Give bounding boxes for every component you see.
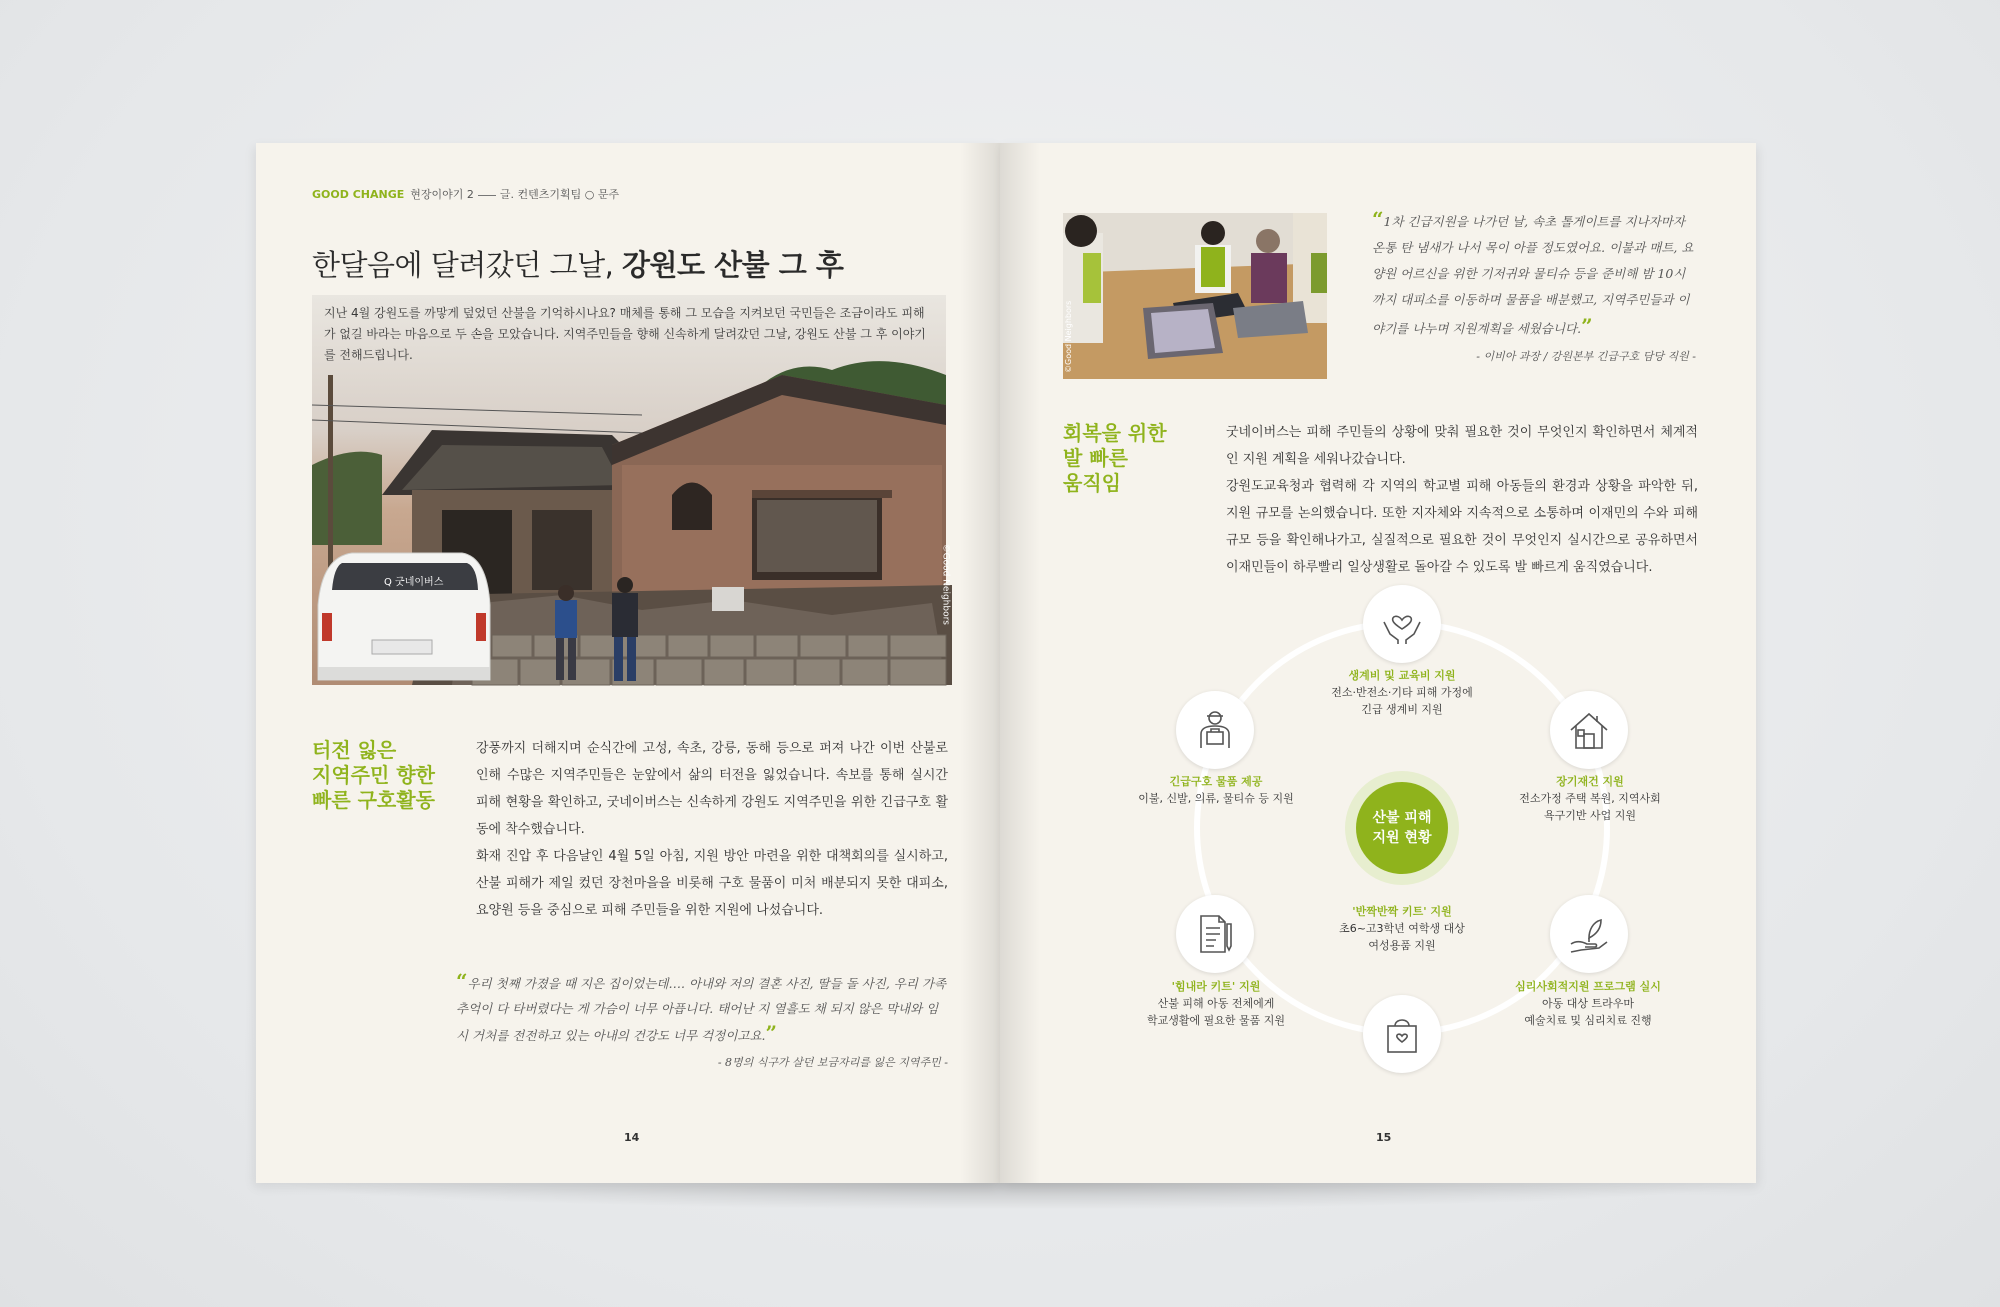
close-quote-icon: ”	[765, 1021, 778, 1045]
paragraph: 화재 진압 후 다음날인 4월 5일 아침, 지원 방안 마련을 위한 대책회의를 실시하고, 산불 피해가 제일 컸던 장천마을을 비롯해 구호 물품이 미처 배분되지 못한 대피소, 요양원 등을 중심으로 피해 주민들을 위한 지원에 나섰습니다.	[476, 849, 948, 918]
relief-worker-icon	[1176, 691, 1254, 769]
quote-source: - 이비아 과장 / 강원본부 긴급구호 담당 직원 -	[1476, 350, 1696, 363]
heart-hands-icon	[1363, 585, 1441, 663]
left-page	[256, 143, 1000, 1183]
close-quote-icon: ”	[1581, 314, 1593, 338]
shopping-bag-icon	[1363, 995, 1441, 1073]
node-label-living-costs: 생계비 및 교육비 지원 전소·반전소·기타 피해 가정에 긴급 생계비 지원	[1331, 669, 1473, 716]
section-subheading: 회복을 위한 발 빠른 움직임	[1063, 421, 1167, 495]
node-label-relief-goods: 긴급구호 물품 제공 이불, 신발, 의류, 물티슈 등 지원	[1138, 775, 1294, 805]
page-number: 14	[624, 1131, 640, 1144]
section-label: 현장이야기 2	[410, 188, 474, 201]
paragraph: 강원도교육청과 협력해 각 지역의 학교별 피해 아동들의 환경과 상황을 파악한 뒤, 지원 규모를 논의했습니다. 또한 지자체와 지속적으로 소통하며 이재민의 수와 피해 규모 등을 확인해나가고, 실질적으로 필요한 것이 무엇인지 실시간으로 공유하면서 이재민들이 하루빨리 일상생활로 돌아갈 수 있도록 발 빠르게 움직였습니다.	[1226, 479, 1698, 575]
svg-text:Q 굿네이버스: Q 굿네이버스	[384, 577, 444, 588]
quote-source: - 8명의 식구가 살던 보금자리를 잃은 지역주민 -	[717, 1056, 948, 1069]
section-subheading: 터전 잃은 지역주민 향한 빠른 구호활동	[312, 738, 435, 812]
page-number: 15	[1376, 1131, 1392, 1144]
body-text	[476, 735, 948, 924]
paragraph: 굿네이버스는 피해 주민들의 상황에 맞춰 필요한 것이 무엇인지 확인하면서 체계적인 지원 계획을 세워나갔습니다.	[1226, 425, 1698, 467]
support-diagram	[1130, 603, 1690, 1103]
plant-hand-icon	[1550, 895, 1628, 973]
node-label-psychosocial: 심리사회적지원 프로그램 실시 아동 대상 트라우마 예술치료 및 심리치료 진행	[1515, 980, 1661, 1027]
relief-worker-photo	[1063, 213, 1327, 379]
open-quote-icon: “	[1372, 207, 1384, 231]
open-quote-icon: “	[456, 969, 468, 993]
page-title: 한달음에 달려갔던 그날, 강원도 산불 그 후	[312, 248, 844, 282]
staff-quote: “1차 긴급지원을 나가던 날, 속초 톨게이트를 지나자마자 온통 탄 냄새가 나서 목이 아플 정도였어요. 이불과 매트, 요양원 어르신을 위한 기저귀와 물티슈 등을 준비해 밤 10시까지 대피소를 이동하며 물품을 배분했고, 지역주민들과 이야기를 나누며 지원계획을 세웠습니다.” - 이비아 과장 / 강원본부 긴급구호 담당 직원 -	[1372, 206, 1696, 370]
gutter-shade	[960, 143, 1000, 1183]
body-text	[1226, 419, 1698, 581]
node-label-reconstruction: 장기재건 지원 전소가정 주택 복원, 지역사회 욕구기반 사업 지원	[1519, 775, 1661, 822]
paragraph: 강풍까지 더해지며 순식간에 고성, 속초, 강릉, 동해 등으로 퍼져 나간 이번 산불로 인해 수많은 지역주민들은 눈앞에서 삶의 터전을 잃었습니다. 속보를 통해 실시간 피해 현황을 확인하고, 굿네이버스는 신속하게 강원도 지역주민을 위한 긴급구호 활동에 착수했습니다.	[476, 741, 948, 837]
brand-label: GOOD CHANGE	[312, 188, 405, 201]
document-icon	[1176, 895, 1254, 973]
photo-credit: ©Good Neighbors	[940, 543, 950, 625]
page-header	[312, 186, 619, 202]
node-label-kit-girls: '반짝반짝 키트' 지원 초6~고3학년 여학생 대상 여성용품 지원	[1339, 905, 1465, 952]
intro-text: 지난 4월 강원도를 까맣게 덮었던 산불을 기억하시나요? 매체를 통해 그 모습을 지켜보던 국민들은 조금이라도 피해가 없길 바라는 마음으로 두 손을 모았습니다. 지역주민들을 향해 신속하게 달려갔던 그날, 강원도 산불 그 후 이야기를 전해드립니다.	[324, 306, 926, 362]
resident-quote: “우리 첫째 가졌을 때 지은 집이었는데…. 아내와 저의 결혼 사진, 딸들 돌 사진, 우리 가족 추억이 다 타버렸다는 게 가슴이 너무 아픕니다. 태어난 지 열흘도 채 되지 않은 막내와 임시 거처를 전전하고 있는 아내의 건강도 너무 걱정이고요.” - 8명의 식구가 살던 보금자리를 잃은 지역주민 -	[456, 969, 948, 1075]
node-label-kit-school: '힘내라 키트' 지원 산불 피해 아동 전체에게 학교생활에 필요한 물품 지원	[1146, 980, 1285, 1027]
right-page	[1000, 143, 1756, 1183]
burned-house-photo	[312, 295, 950, 685]
svg-text:©Good Neighbors: ©Good Neighbors	[1064, 300, 1073, 373]
diagram-center: 산불 피해 지원 현황	[1356, 782, 1448, 874]
gutter-shade	[1000, 143, 1040, 1183]
house-icon	[1550, 691, 1628, 769]
author-label: 글. 컨텐츠기획팀 ○ 문주	[499, 188, 620, 201]
